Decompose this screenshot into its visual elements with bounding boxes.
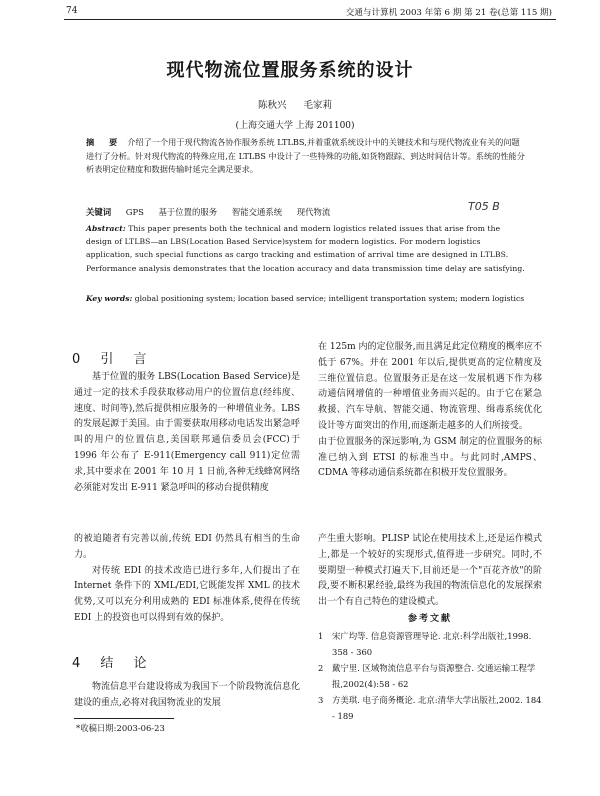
reference-item <box>318 660 544 692</box>
section-heading-intro: 0 引 言 <box>72 352 155 367</box>
abstract-en <box>86 222 528 275</box>
abstract-cn <box>86 136 526 177</box>
body-paragraph: 产生重大影响。PLISP 试论在使用技术上,还是运作模式上,都是一个较好的实现形式,值得进一步研究。同时,不要期望一种模式打遍天下,目前还是一个"百花齐放"的阶段,要不断积累经验,最终为我国的物流信息化的发展探索出一个有自己特色的建设模式。 <box>318 534 542 608</box>
keyword-item: GPS <box>125 207 144 217</box>
intro-paragraph <box>74 370 300 496</box>
references-heading: 参考文献 <box>407 614 452 624</box>
keywords-cn <box>86 206 526 218</box>
reference-number: 2 <box>318 663 324 673</box>
footnote-rule <box>74 718 174 719</box>
author-list <box>100 97 490 111</box>
reference-text: 宋广均等. 信息资源管理导论. 北京:科学出版社,1998. 358 - 360 <box>332 631 532 657</box>
body-paragraph: 物流信息平台建设将成为我国下一个阶段物流信息化建设的重点,必将对我国物流业的发展 <box>74 682 300 708</box>
author-name: 毛家莉 <box>303 100 333 111</box>
reference-text: 戴宁里. 区域物流信息平台与资源整合. 交通运输工程学报,2002(4):58 - 62 <box>332 663 536 689</box>
keywords-cn-label: 关键词 <box>86 207 112 217</box>
author-name: 陈秋兴 <box>257 100 287 111</box>
keyword-item: 基于位置的服务 <box>158 207 218 217</box>
body-paragraph: 在 125m 内的定位服务,而且满足此定位精度的概率应不低于 67%。并在 2001 年以后,提供更高的定位精度及三维位置信息。位置服务正是在这一发展机遇下作为移动通信网增值的一种增值业务而兴起的。由于它在紧急救援、汽车导航、智能交通、物流管理、缉毒系统优化设计等方面突出的作用,而逐渐走越多的人们所接受。 由于位置服务的深远影响,为 GSM 制定的位置服务的标准已纳入到 ETSI 的标准当中。与此同时,AMPS、CDMA 等移动通信系统都在积极开发位置服务。 <box>318 342 542 479</box>
reference-item <box>318 628 544 660</box>
body-paragraph: 的被追随者有完善以前,传统 EDI 仍然具有相当的生命力。 <box>74 534 300 560</box>
keyword-item: 智能交通系统 <box>231 207 283 217</box>
keywords-en <box>86 292 528 305</box>
section-heading-conclusion: 4 结 论 <box>72 656 155 671</box>
conclusion-paragraph <box>74 680 300 712</box>
abstract-cn-text: 介绍了一个用于现代物流各协作服务系统 LTLBS,并着重就系统设计中的关键技术和与现代物流业有关的问题进行了分析。针对现代物流的特殊应用,在 LTLBS 中设计了一些特殊的功能,如货物跟踪、到达时间估计等。系统的性能分析表明定位精度和数据传输时延完全满足要求。 <box>86 137 525 174</box>
abstract-en-label: Abstract: <box>86 224 126 233</box>
affiliation: (上海交通大学 上海 201100) <box>235 121 355 131</box>
intro-continued <box>318 340 542 482</box>
abstract-cn-label: 摘 要 <box>86 137 124 147</box>
header-rule <box>64 19 556 20</box>
keyword-item: 现代物流 <box>296 207 331 217</box>
right-column-continued <box>318 532 542 611</box>
reference-list <box>318 628 544 724</box>
paper-title: 现代物流位置服务系统的设计 <box>166 60 414 81</box>
running-header: 交通与计算机 2003 年第 6 期 第 21 卷(总第 115 期) <box>345 8 552 18</box>
body-paragraph: 基于位置的服务 LBS(Location Based Service)是通过一定的技术手段获取移动用户的位置信息(经纬度、速度、时间等),然后提供相应服务的一种增值业务。LBS 的发展起源于美国。由于需要获取用移动电话发出紧急呼叫的用户的位置信息,美国联邦通信委员会(FCC)于 1996 年公布了 E-911(Emergency call 911)定位需求,其中要求在 2001 年 10 月 1 日前,各种无线蜂窝网络必须能对发出 E-911 紧急呼叫的移动台提供精度 <box>74 372 300 493</box>
abstract-en-text: This paper presents both the technical and modern logistics related issues that arise from the design of LTLBS—an LBS(Location Based Service)system for modern logistics. For modern logistics application, such special functions as cargo tracking and estimation of arrival time are designed in LTLBS. Performance analysis demonstrates that the location accuracy and data transmission time delay are satisfying. <box>86 224 525 273</box>
reference-number: 1 <box>318 631 324 641</box>
body-paragraph: 对传统 EDI 的技术改造已进行多年,人们提出了在 Internet 条件下的 XML/EDI,它既能发挥 XML 的技术优势,又可以充分利用成熟的 EDI 标准体系,使得在传统 EDI 上的投资也可以得到有效的保护。 <box>74 565 300 623</box>
keywords-en-label: Key words: <box>86 294 133 303</box>
received-date-footnote: *收稿日期:2003-06-23 <box>76 723 165 733</box>
reference-text: 方美琪. 电子商务概论. 北京:清华大学出版社,2002. 184 - 189 <box>332 695 542 721</box>
left-column-continued <box>74 532 300 627</box>
reference-item <box>318 692 544 724</box>
keywords-en-text: global positioning system; location based service; intelligent transportation system; modern logistics <box>134 294 525 303</box>
page-number: 74 <box>66 6 78 16</box>
handwritten-classification-note: T05 B <box>468 200 500 213</box>
reference-number: 3 <box>318 695 324 705</box>
